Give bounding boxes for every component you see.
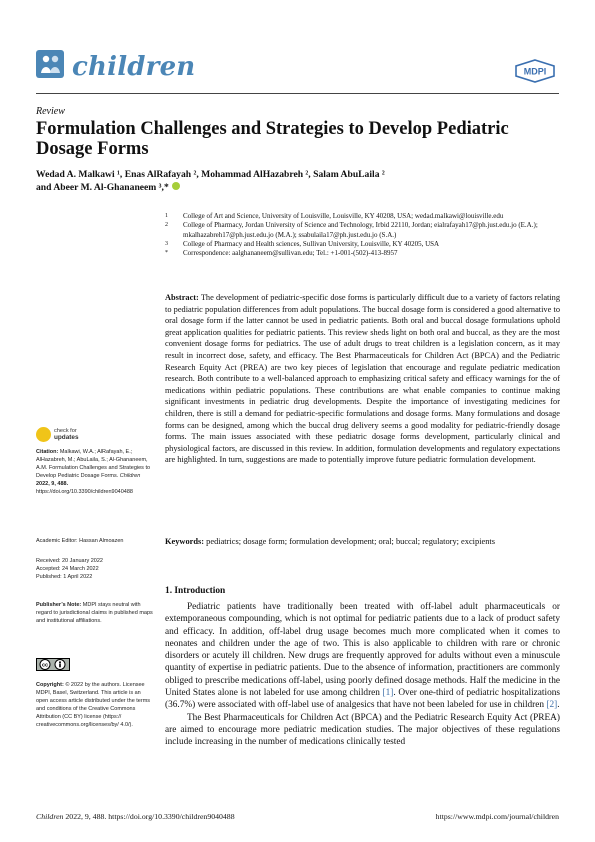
svg-text:MDPI: MDPI [523, 66, 547, 77]
abstract-text: The development of pediatric-specific dose forms is particularly difficult due to a variety of factors relating to pediatric population differences from adult populations. The buccal dosage form is considered a good alternative to oral dosage form if the latter cannot be used in pediatric patients. Both oral and buccal dosage formulations uphold great application qualities for pediatric patients. This review sheds light on both oral and buccal, as they are the most convenient dosage forms for pediatrics. The use of adult drugs to treat children is a legislation concern, as it may result in incorrect dose, safety, and efficacy. The Best Pharmaceuticals for Children Act (BPCA) and the Pediatric Research Equity Act (PREA) are two key pieces of legislation that encourage and regulate pediatric medication research. Both contribute to a well-balanced approach to emphasizing critical safety and efficacy warnings for the of medications within pediatric populations. These contributions are what enable companies to continue making significant investments in pediatric drug developments. Despite the importance of investigating medicines for children, there is still a demand for pediatric-specific formulations and dosage forms. Many formulations and dosage forms can be designed, among which the buccal drug delivery seems a good modality for pediatric-friendly dosage forms. The main issues associated with these pediatric dosage forms development, particularly clinical and physiological factors, are discussed in this review. In addition, formulation developments and regulatory expectations are highlighted. In turn, suggestions are made to potentially improve future pediatric formulation development. [165, 293, 561, 465]
citation-doi-link[interactable]: https://doi.org/10.3390/children9040488 [36, 488, 133, 495]
children-journal-logo-icon [36, 50, 64, 78]
section-heading-introduction: 1. Introduction [165, 586, 226, 596]
affiliations [165, 212, 565, 258]
keywords [165, 536, 560, 547]
author-list [36, 168, 566, 194]
abstract [165, 292, 560, 466]
affiliation-3: 3 College of Pharmacy and Health sciences, Sullivan University, Louisville, KY 40205, USA [165, 239, 440, 248]
intro-paragraph-2: The Best Pharmaceuticals for Children Act (BPCA) and the Pediatric Research Equity Act (PREA) are aimed to encourage more pediatric medication studies. The major objectives of these regulations include increasing in the number of medications clinically tested [165, 712, 560, 748]
correspondence: * Correspondence: aalghananeem@sullivan.edu; Tel.: +1-001-(502)-413-8957 [165, 249, 398, 258]
abstract-label: Abstract: [165, 293, 199, 302]
citation-block: Citation: Malkawi, W.A.; AlRafayah, E.; AlHazabreh, M.; AbuLaila, S.; Al-Ghananeem, A.M. Formulation Challenges and Strategies to Develop Pediatric Dosage Forms. Children 2022, 9, 488. https://doi.org/10.3390/children9040488 [36, 449, 151, 495]
keywords-text: pediatrics; dosage form; formulation development; oral; buccal; regulatory; excipients [206, 537, 496, 546]
footer-journal-url[interactable]: https://www.mdpi.com/journal/children [435, 812, 559, 821]
reference-link-2[interactable]: [2] [546, 700, 558, 711]
reference-link-1[interactable]: [1] [382, 688, 394, 699]
mdpi-logo [514, 59, 556, 83]
orcid-icon[interactable] [172, 182, 180, 190]
academic-editor: Academic Editor: Hassan Almoazen [36, 538, 124, 544]
copyright-block: Copyright: © 2022 by the authors. Licensee MDPI, Basel, Switzerland. This article is an open access article distributed under the terms and conditions of the Creative Commons Attribution (CC BY) license (https:// creativecommons.org/licenses/by/ 4.0/). [36, 682, 151, 728]
cc-by-license-icon[interactable] [36, 658, 70, 671]
check-for-updates-icon [36, 427, 51, 442]
keywords-label: Keywords: [165, 537, 205, 546]
authors-line-2: and Abeer M. Al-Ghananeem ³,* [36, 181, 566, 194]
affiliation-1: 1 College of Art and Science, University of Louisville, Louisville, KY 40208, USA; wedad.malkawi@louisville.edu [165, 212, 504, 220]
authors-line-1: Wedad A. Malkawi ¹, Enas AlRafayah ², Mohammad AlHazabreh ², Salam AbuLaila ² [36, 169, 385, 180]
introduction-body [165, 601, 560, 749]
footer-citation: Children 2022, 9, 488. https://doi.org/10.3390/children9040488 [36, 812, 235, 821]
article-title: Formulation Challenges and Strategies to Develop Pediatric Dosage Forms [36, 119, 509, 159]
affiliation-2: 2 College of Pharmacy, Jordan University of Science and Technology, Irbid 22110, Jordan; eialrafayah17@ph.just.edu.jo (E.A.); mkalhazabreh17@ph.just.edu.jo (M.A.); ssabulaila17@ph.just.edu.jo (S.A.) [165, 221, 538, 239]
dates: Received: 20 January 2022 Accepted: 24 March 2022 Published: 1 April 2022 [36, 558, 103, 580]
svg-text:cc: cc [41, 662, 49, 669]
intro-paragraph-1: Pediatric patients have traditionally been treated with off-label adult pharmaceuticals or extemporaneous compounding, which is not optimal for pediatric patients due to a lack of product safety and efficacy. In addition, off-label drug usage becomes much more complicated when it comes to neonates and children under the age of two. This is also applicable to children with rare or chronic disorders or acutely ill children. New drugs are frequently approved for adults without even a minuscule quantity of expertise in pediatric patients. Due to the absence of information, practitioners are commonly obliged to prescribe medications off-label, using poorly defined dosage methods. Half the medicine in the United States alone is not labeled for use among children [1]. Over one-third of pediatric hospitalizations (36.7%) were associated with off-label use of analgesics that have not been labeled for use in children [2]. [165, 602, 560, 711]
journal-name: children [72, 52, 196, 82]
publisher-note: Publisher’s Note: MDPI stays neutral with regard to jurisdictional claims in published maps and institutional affiliations. [36, 602, 153, 624]
check-for-updates-button[interactable]: check for updates [36, 427, 96, 443]
article-type: Review [36, 106, 65, 117]
header-rule [36, 93, 559, 94]
